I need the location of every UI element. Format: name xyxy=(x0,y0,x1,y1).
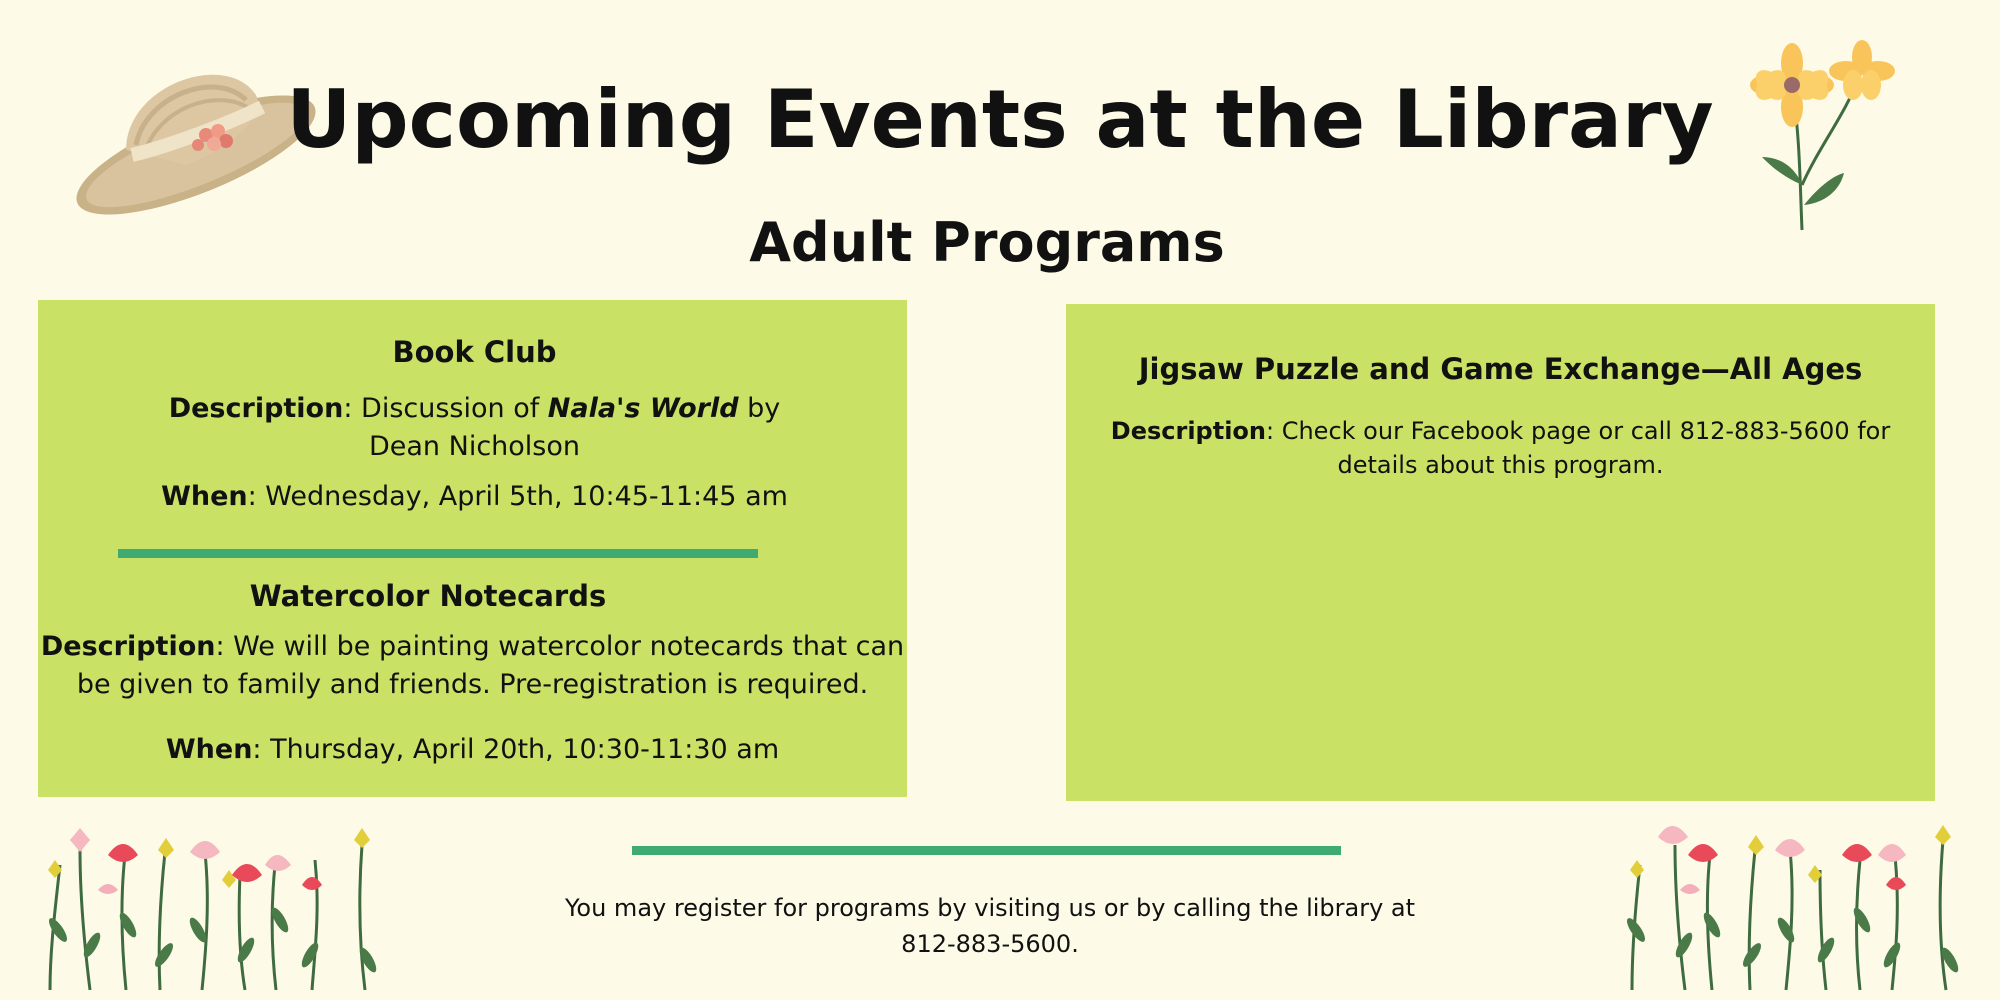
book-author: Dean Nicholson xyxy=(368,431,581,462)
event-description-jigsaw: Description: Check our Facebook page or call 812-883-5600 for details about this program. xyxy=(1110,417,1891,479)
flower-border-right-icon xyxy=(1620,815,1965,995)
section-title: Adult Programs xyxy=(749,211,1225,274)
event-card-left xyxy=(38,300,907,797)
event-when-book-club: When: Wednesday, April 5th, 10:45-11:45 am xyxy=(161,481,788,512)
page-title: Upcoming Events at the Library xyxy=(286,73,1714,166)
event-title-book-club: Book Club xyxy=(392,335,557,369)
event-description-book-club: Description: Discussion of Nala's World by Dean Nicholson xyxy=(38,390,911,466)
event-description-watercolor: Description: We will be painting watercolor notecards that can be given to family and friends. Pre-registration is required. xyxy=(40,631,905,700)
event-divider xyxy=(118,549,758,558)
book-title: Nala's World xyxy=(547,393,739,424)
footer-divider xyxy=(632,846,1341,855)
event-title-watercolor: Watercolor Notecards xyxy=(249,579,607,613)
flower-border-left-icon xyxy=(40,820,390,995)
event-title-jigsaw: Jigsaw Puzzle and Game Exchange—All Ages xyxy=(1138,352,1863,386)
footer-registration-note: You may register for programs by visiting us or by calling the library at 812-883-5600. xyxy=(564,894,1416,958)
event-card-right xyxy=(1066,304,1935,801)
event-when-watercolor: When: Thursday, April 20th, 10:30-11:30 am xyxy=(165,734,780,765)
